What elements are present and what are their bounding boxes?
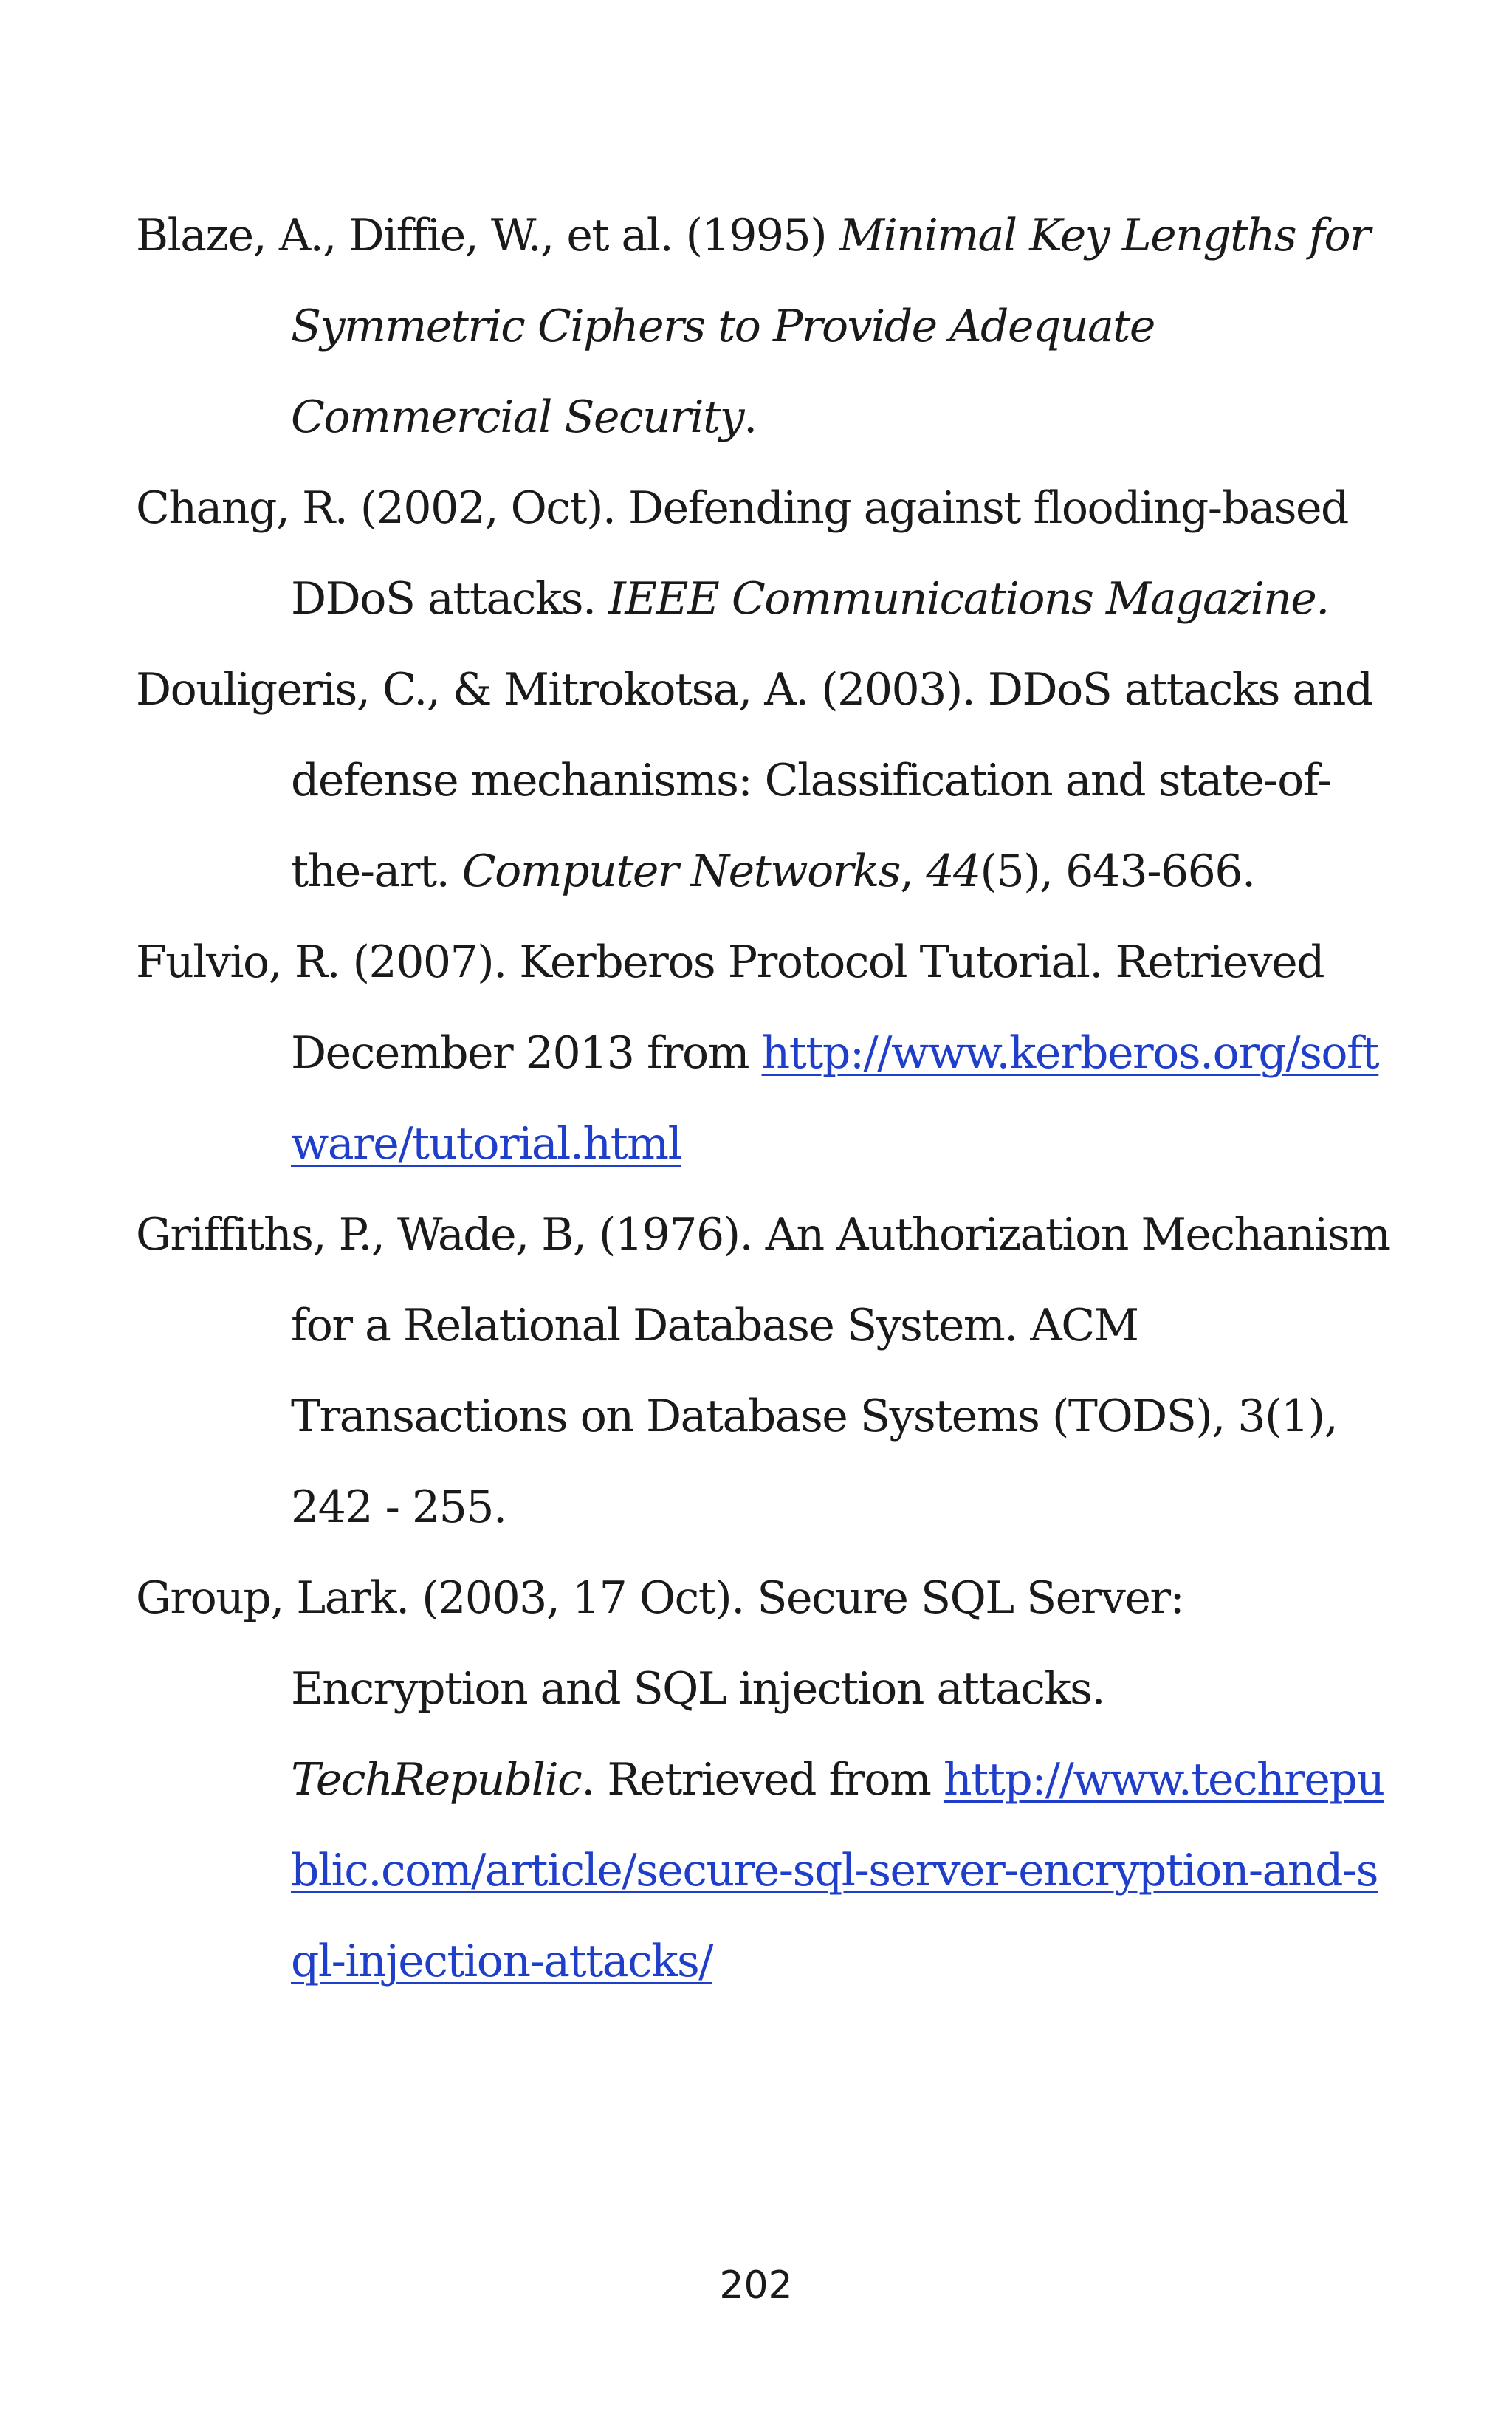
reference-title: Minimal Key Lengths for Symmetric Ciphers to Provide Adequate Commercial Security xyxy=(291,210,1370,443)
techrepublic-article-link[interactable]: http://www.techrepublic.com/article/secure-sql-server-encryption-and-sql-injection-attacks/ xyxy=(291,1754,1384,1987)
reference-list xyxy=(136,191,1391,2007)
reference-chang xyxy=(136,463,1391,645)
reference-text: Group, Lark. (2003, 17 Oct). Secure SQL Server: Encryption and SQL injection attacks. xyxy=(136,1572,1184,1715)
reference-text: Fulvio, R. (2007). Kerberos Protocol Tutorial. Retrieved December 2013 from xyxy=(136,936,1324,1079)
reference-pages: (5), 643-666. xyxy=(980,846,1255,897)
page-number: 202 xyxy=(719,2263,793,2308)
reference-text: Griffiths, P., Wade, B, (1976). An Authorization Mechanism for a Relational Database System. ACM Transactions on Database Systems (TODS), 3(1), 242 - 255. xyxy=(136,1209,1390,1533)
reference-separator: , xyxy=(900,846,927,897)
reference-authors: Blaze, A., Diffie, W., et al. (1995) xyxy=(136,210,839,261)
reference-journal: IEEE Communications Magazine. xyxy=(608,573,1329,625)
reference-douligeris xyxy=(136,645,1391,917)
reference-journal: Computer Networks xyxy=(461,846,901,897)
reference-group-lark xyxy=(136,1553,1391,2007)
kerberos-tutorial-link[interactable]: http://www.kerberos.org/software/tutorial.html xyxy=(291,1027,1379,1170)
reference-griffiths xyxy=(136,1190,1391,1553)
reference-fulvio xyxy=(136,917,1391,1190)
reference-blaze xyxy=(136,191,1391,463)
reference-retrieved: . Retrieved from xyxy=(581,1754,944,1806)
reference-authors: Douligeris, C., & Mitrokotsa, A. (2003). DDoS attacks and defense mechanisms: Classification and state-of-the-art. xyxy=(136,664,1372,897)
reference-tail: . xyxy=(743,391,757,443)
reference-journal: TechRepublic xyxy=(291,1754,582,1806)
reference-authors: Chang, R. (2002, Oct). Defending against flooding-based DDoS attacks. xyxy=(136,482,1348,625)
reference-volume: 44 xyxy=(926,846,980,897)
